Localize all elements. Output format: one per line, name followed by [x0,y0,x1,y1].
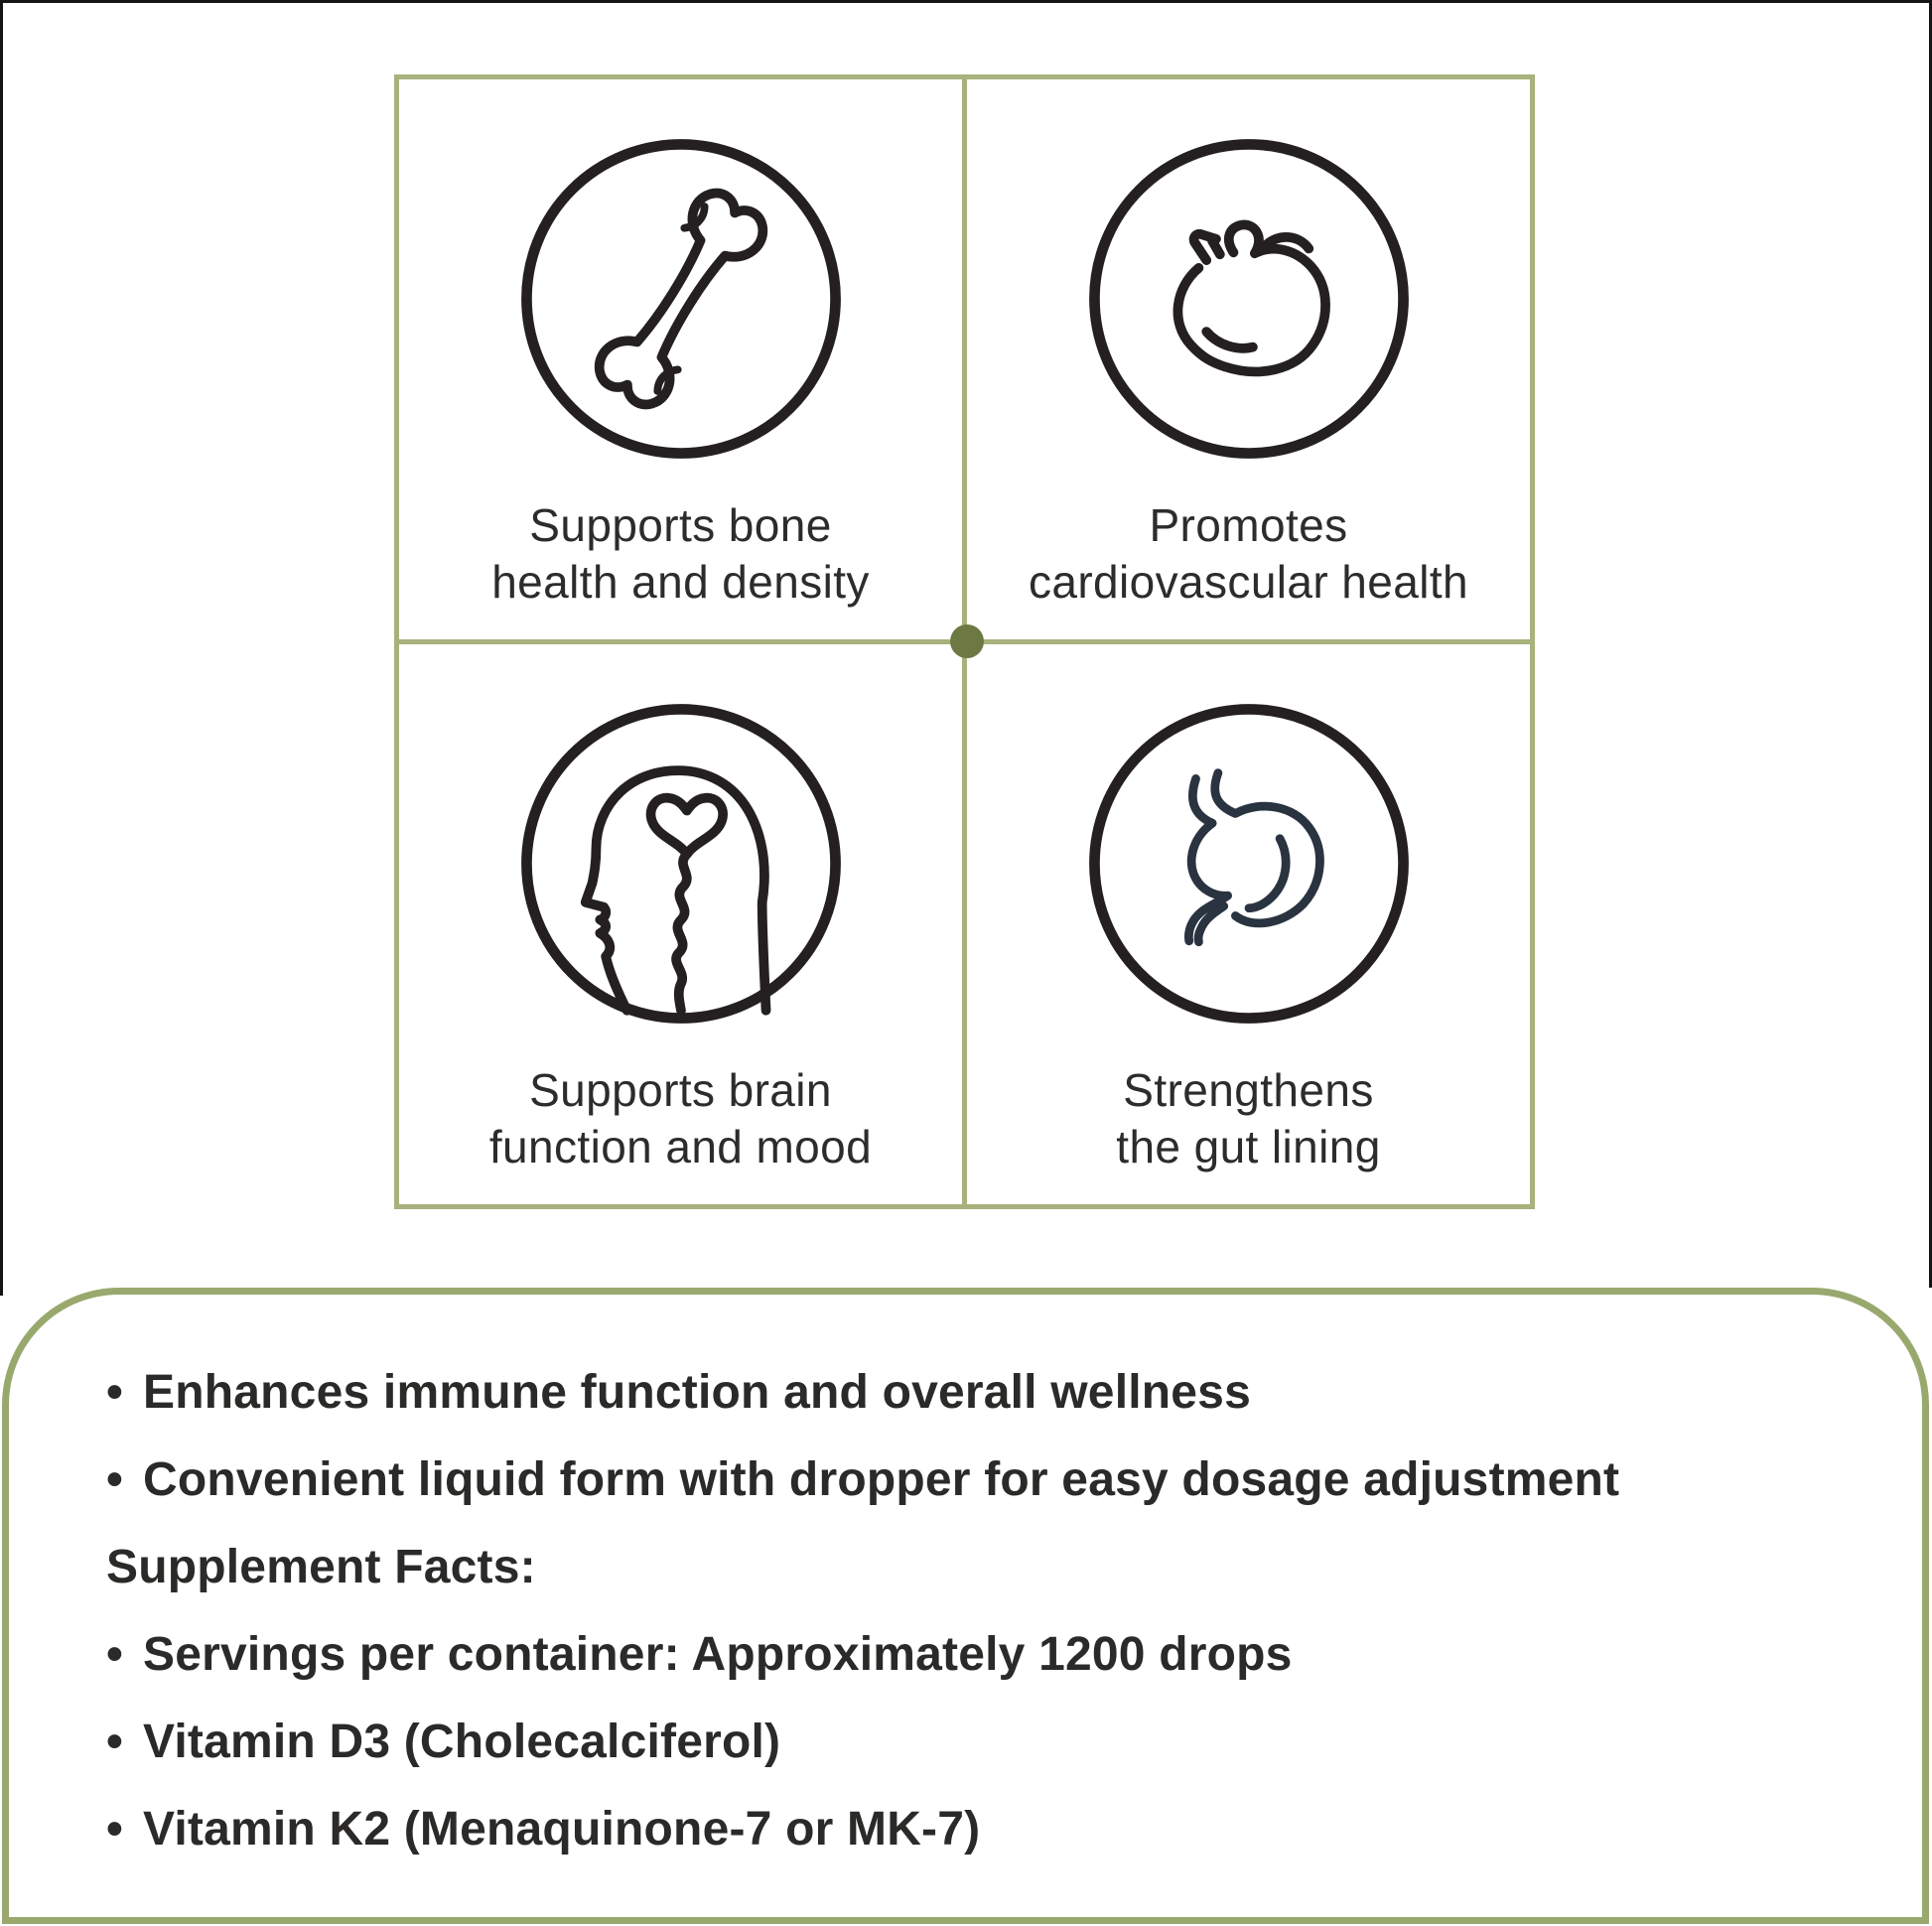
stomach-icon [1075,690,1423,1037]
benefit-cell-bone [399,79,962,639]
grid-center-dot [950,624,984,658]
bone-icon [507,125,855,473]
info-text: Supplement Facts: [106,1541,536,1593]
label-line: health and density [491,556,870,608]
label-line: Promotes [1149,499,1348,551]
benefit-cell-brain [399,644,962,1204]
bullet-dot: • [106,1803,124,1856]
heart-icon [1075,125,1423,473]
label-line: Supports bone [529,499,832,551]
benefit-label-brain [489,1062,872,1175]
info-text: Enhances immune function and overall wellness [143,1366,1251,1419]
supplement-info-box [2,1288,1929,1924]
info-line-vitamin-k2 [106,1786,1872,1873]
info-line-supplement-facts-heading [106,1524,1872,1611]
benefit-label-heart [1029,497,1468,611]
bullet-dot: • [106,1453,124,1506]
bullet-dot: • [106,1716,124,1768]
bullet-dot: • [106,1628,124,1681]
top-edge-line [0,0,1932,3]
info-line-liquid-form [106,1437,1872,1524]
info-line-vitamin-d3 [106,1699,1872,1786]
info-text: Vitamin K2 (Menaquinone-7 or MK-7) [143,1803,981,1856]
label-line: Supports brain [529,1064,832,1116]
label-line: Strengthens [1123,1064,1374,1116]
info-text: Convenient liquid form with dropper for easy dosage adjustment [143,1453,1620,1506]
benefit-cell-gut [967,644,1530,1204]
info-text: Vitamin D3 (Cholecalciferol) [143,1716,781,1768]
label-line: cardiovascular health [1028,556,1469,608]
heart-icon-svg [1075,125,1423,473]
info-line-servings [106,1611,1872,1699]
label-line: the gut lining [1116,1121,1381,1172]
brain-mood-icon [507,690,855,1037]
stomach-icon-svg [1075,690,1423,1037]
label-line: function and mood [488,1121,873,1172]
benefit-cell-heart [967,79,1530,639]
bullet-dot: • [106,1366,124,1419]
bone-icon-svg [507,125,855,473]
brain-mood-icon-svg [507,690,855,1037]
info-text: Servings per container: Approximately 1200 drops [143,1628,1293,1681]
info-line-immune [106,1349,1872,1437]
benefit-label-bone [491,497,870,611]
benefit-label-gut [1116,1062,1380,1175]
left-edge-line [0,0,3,1296]
